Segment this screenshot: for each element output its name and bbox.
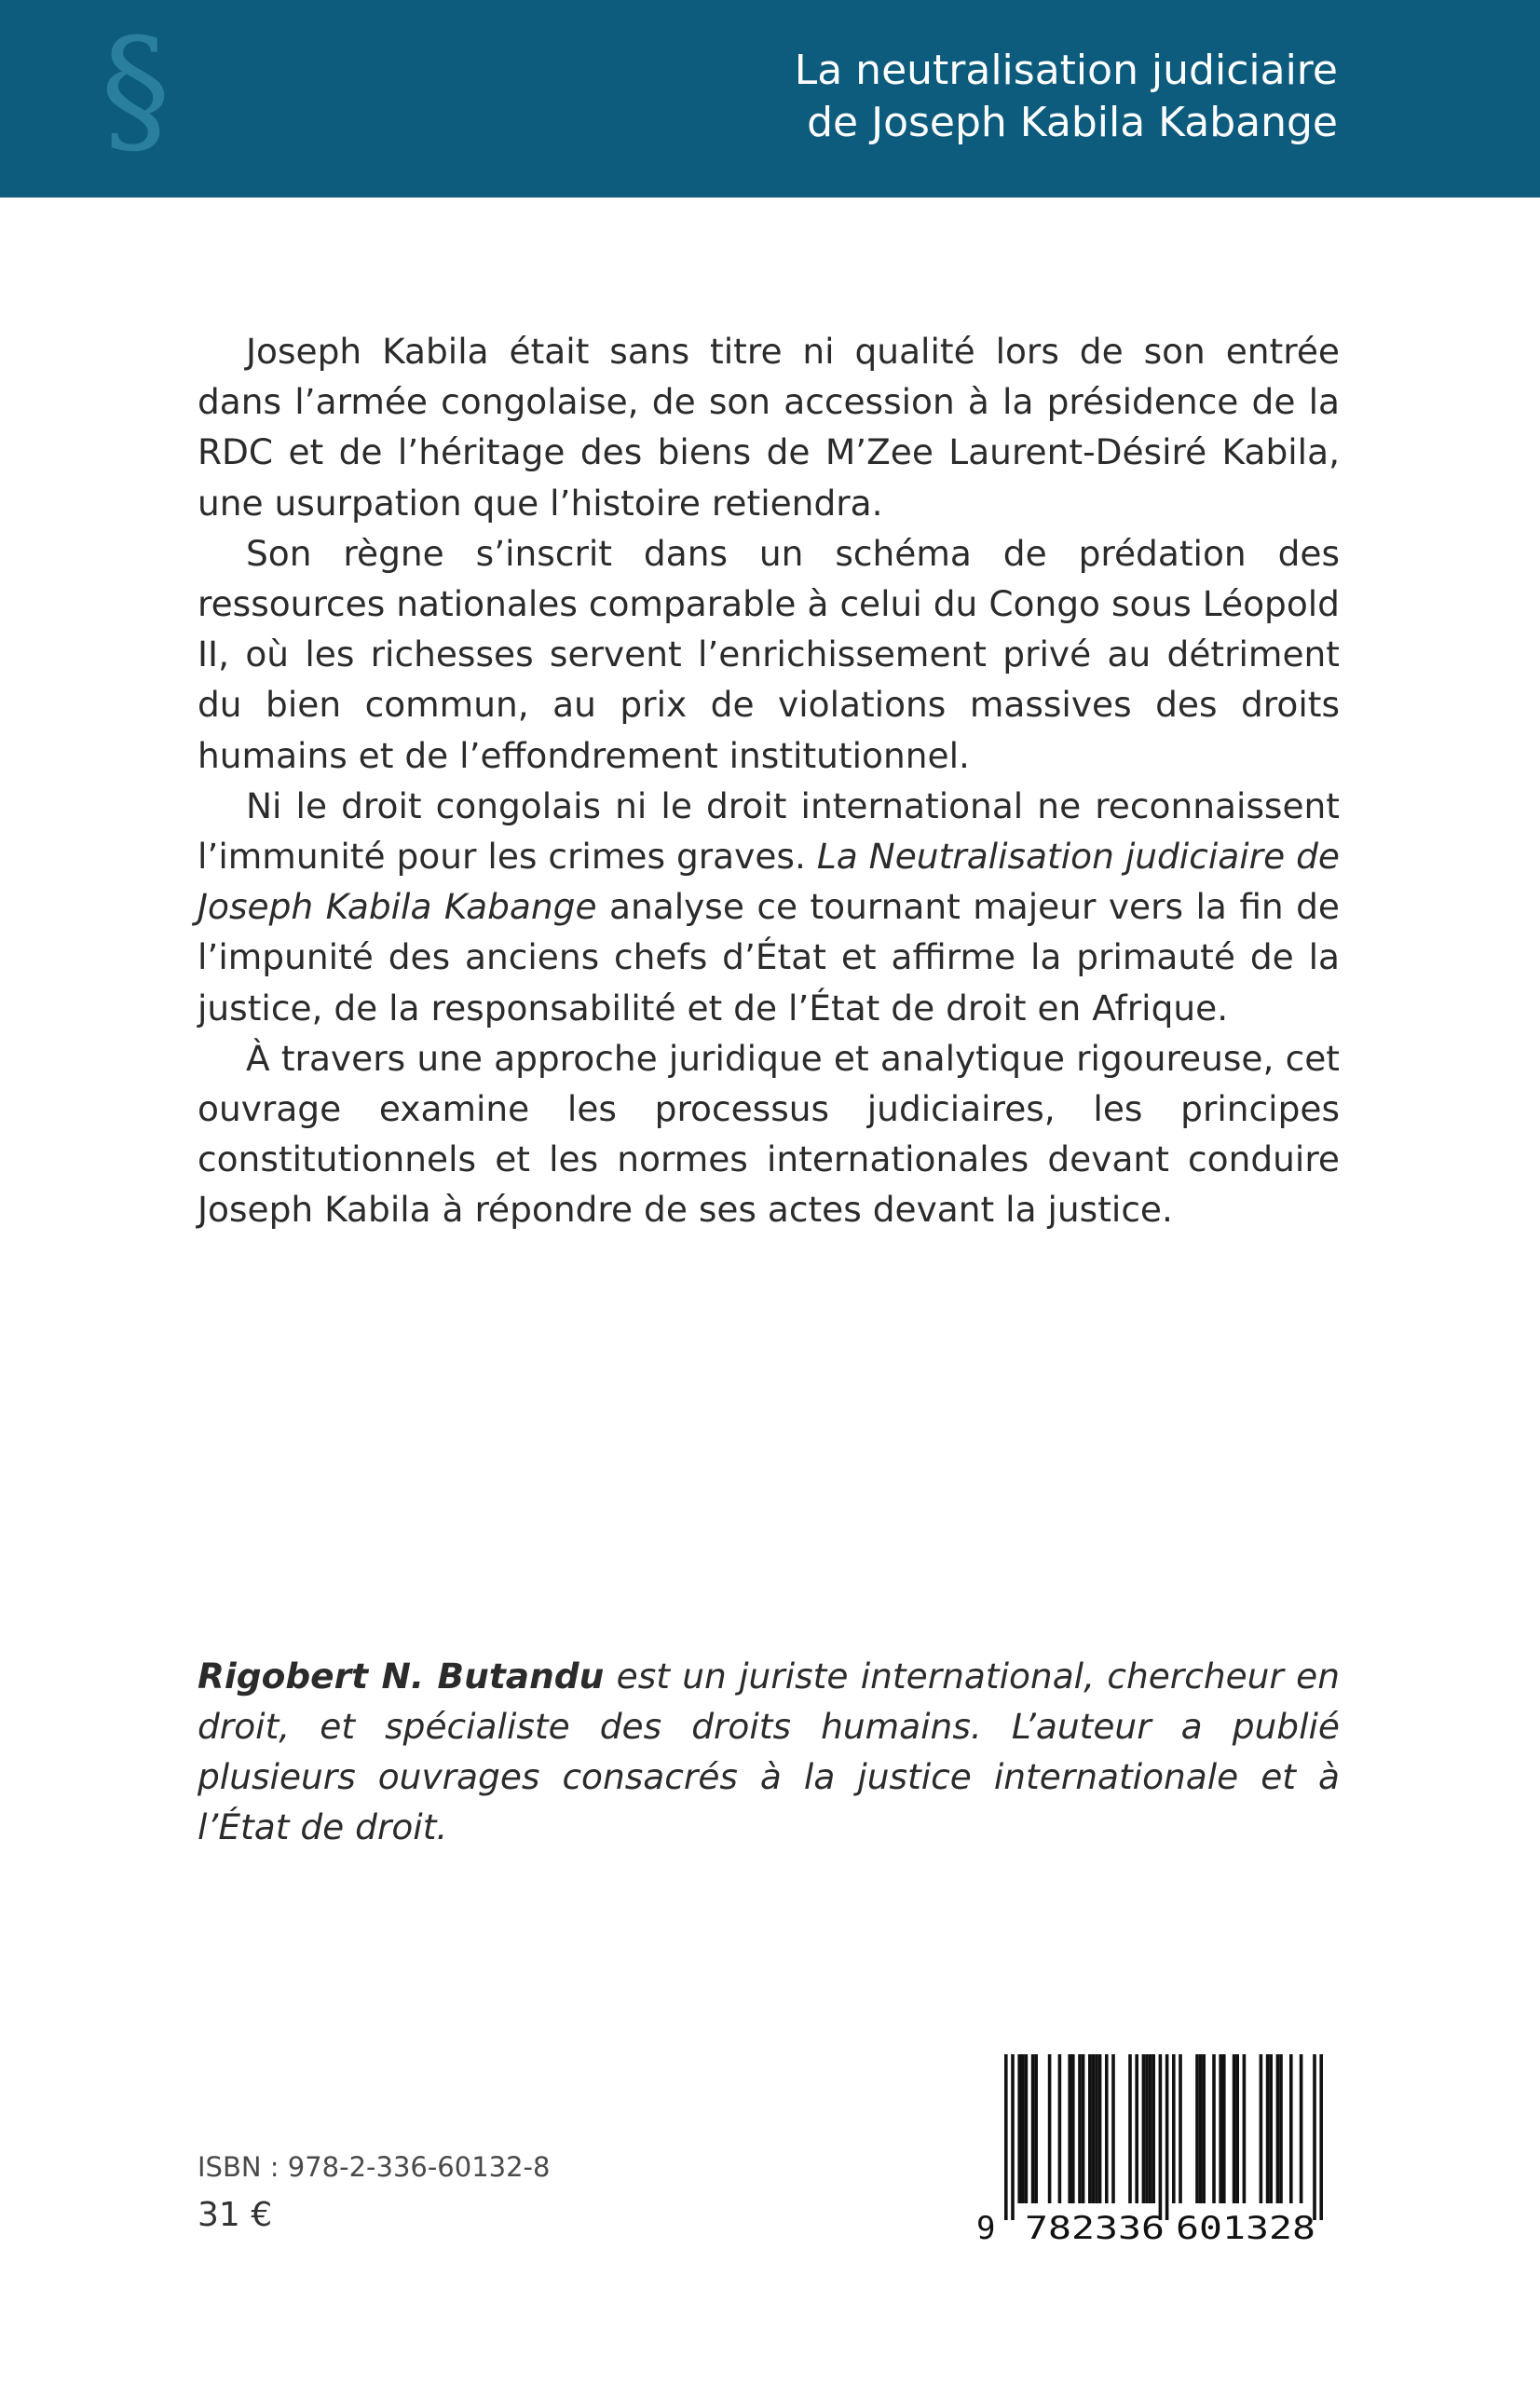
barcode-bar [1128, 2054, 1132, 2203]
blurb-paragraph-3-end: analyse ce tournant majeur vers la fin de l’impunité des anciens chefs d’État et affirme la primauté de la justice, de la responsabilité et de l’État de droit en Afrique. [198, 886, 1340, 1029]
barcode [976, 2054, 1343, 2243]
barcode-bar [1172, 2054, 1176, 2203]
barcode-bar [1021, 2054, 1025, 2203]
price-label: 31 € [198, 2196, 273, 2234]
barcode-bar [1269, 2054, 1273, 2203]
barcode-bar [1279, 2054, 1283, 2203]
barcode-left-digits: 782336 [1025, 2210, 1165, 2243]
section-sign-icon: § [101, 9, 170, 171]
barcode-bar [1082, 2054, 1085, 2203]
barcode-bar [1179, 2054, 1182, 2203]
barcode-bar [1071, 2054, 1075, 2203]
barcode-bar [1260, 2054, 1263, 2203]
barcode-bar [1142, 2054, 1146, 2203]
barcode-bar [1145, 2054, 1149, 2203]
blurb-paragraph-3 [198, 781, 1340, 1033]
blurb-paragraph-2: Son règne s’inscrit dans un schéma de prédation des ressources nationales comparable à celui du Congo sous Léopold II, où les richesses servent l’enrichissement privé au détriment du bien commun, au prix de violations massives des droits humains et de l’effondrement institutionnel. [198, 532, 1340, 776]
barcode-bar [1025, 2054, 1029, 2203]
barcode-bar [1276, 2054, 1280, 2203]
barcode-bar [1149, 2054, 1152, 2203]
back-cover-blurb [198, 326, 1340, 1235]
barcode-bar [1031, 2054, 1035, 2203]
barcode-bars [1004, 2054, 1323, 2220]
barcode-bar [1165, 2054, 1169, 2220]
barcode-bar [1034, 2054, 1038, 2203]
barcode-bar [1058, 2054, 1062, 2203]
blurb-paragraph-1: Joseph Kabila était sans titre ni qualité lors de son entrée dans l’armée congolaise, de son accession à la présidence de la RDC et de l’héritage des biens de M’Zee Laurent-Désiré Kabila, une usurpation que l’histoire retiendra. [198, 331, 1340, 524]
barcode-bar [1319, 2054, 1323, 2220]
barcode-bar [1095, 2054, 1098, 2203]
barcode-bar [1011, 2054, 1015, 2220]
barcode-bar [1199, 2054, 1203, 2203]
book-title-line-1: La neutralisation judiciaire [794, 47, 1338, 94]
blurb-book-title-italic: La Neutralisation judiciaire de Joseph Kabila Kabange [198, 836, 1340, 928]
barcode-bar [1235, 2054, 1239, 2203]
blurb-paragraph-3-start: Ni le droit congolais ni le droit international ne reconnaissent l’immunité pour les crimes graves. [198, 784, 1340, 878]
barcode-right-digits: 601328 [1176, 2210, 1315, 2243]
author-bio [198, 1651, 1340, 1852]
barcode-bar [1202, 2054, 1206, 2203]
barcode-bar [1004, 2054, 1008, 2220]
book-title-line-2: de Joseph Kabila Kabange [807, 99, 1338, 146]
barcode-first-digit: 9 [976, 2210, 996, 2243]
book-title [795, 45, 1338, 149]
barcode-bar [1313, 2054, 1316, 2220]
barcode-bar [1159, 2054, 1163, 2220]
barcode-bar [1111, 2054, 1115, 2203]
barcode-bar [1098, 2054, 1102, 2203]
cover-header-band [0, 0, 1540, 198]
barcode-bar [1105, 2054, 1109, 2203]
barcode-bar [1048, 2054, 1052, 2203]
barcode-bar [1243, 2054, 1247, 2203]
barcode-bar [1092, 2054, 1096, 2203]
barcode-bar [1017, 2054, 1021, 2203]
barcode-bar [1078, 2054, 1082, 2203]
barcode-bar [1289, 2054, 1293, 2203]
author-bio-text: est un juriste international, chercheur en droit, et spécialiste des droits humains. L’auteur a publié plusieurs ouvrages consacrés à la justice internationale et à l’État de droit. [198, 1656, 1340, 1847]
barcode-bar [1068, 2054, 1071, 2203]
barcode-bar [1219, 2054, 1222, 2203]
barcode-bar [1135, 2054, 1138, 2203]
blurb-paragraph-4: À travers une approche juridique et analytique rigoureuse, cet ouvrage examine les processus judiciaires, les principes constitutionnels et les normes internationales devant conduire Joseph Kabila à répondre de ses actes devant la justice. [198, 1037, 1340, 1231]
barcode-bar [1088, 2054, 1092, 2203]
barcode-bar [1195, 2054, 1199, 2203]
barcode-bar [1300, 2054, 1303, 2203]
barcode-bar [1233, 2054, 1236, 2203]
author-name: Rigobert N. Butandu [198, 1656, 605, 1697]
barcode-bar [1266, 2054, 1270, 2203]
barcode-bar [1212, 2054, 1216, 2203]
barcode-bar [1152, 2054, 1155, 2203]
barcode-bar [1222, 2054, 1226, 2203]
isbn-label: ISBN : 978-2-336-60132-8 [198, 2151, 551, 2183]
